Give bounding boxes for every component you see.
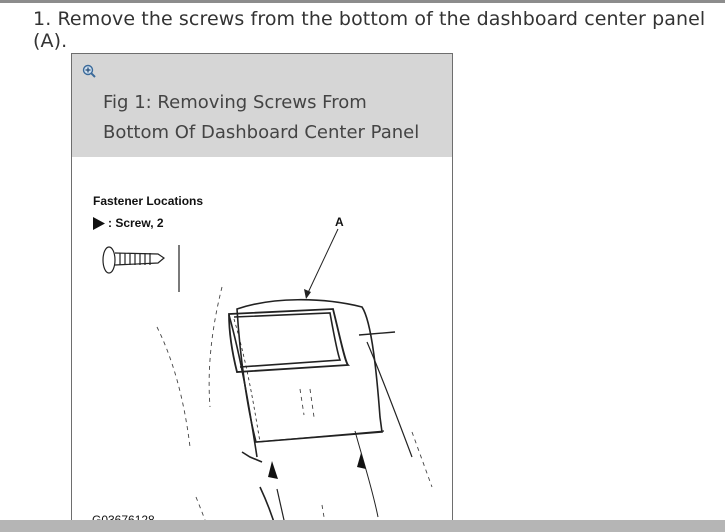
zoom-in-icon[interactable] bbox=[82, 64, 96, 78]
dashboard-drawing bbox=[72, 157, 452, 529]
bottom-bar bbox=[0, 520, 725, 532]
figure-caption: Fig 1: Removing Screws From Bottom Of Dashboard Center Panel bbox=[103, 92, 420, 143]
fastener-title: Fastener Locations bbox=[93, 194, 204, 208]
figure-illustration[interactable] bbox=[72, 157, 452, 529]
step-instruction: 1. Remove the screws from the bottom of the dashboard center panel (A). bbox=[33, 8, 706, 52]
screw-location-arrow bbox=[357, 453, 366, 469]
screw-legend: : Screw, 2 bbox=[108, 216, 164, 230]
screw-icon bbox=[103, 245, 179, 292]
figure-card bbox=[71, 53, 453, 530]
top-divider bbox=[0, 0, 725, 3]
screw-location-arrow bbox=[268, 461, 278, 479]
callout-leader bbox=[306, 229, 338, 297]
figure-header bbox=[72, 54, 452, 157]
callout-label-a: A bbox=[335, 215, 344, 229]
